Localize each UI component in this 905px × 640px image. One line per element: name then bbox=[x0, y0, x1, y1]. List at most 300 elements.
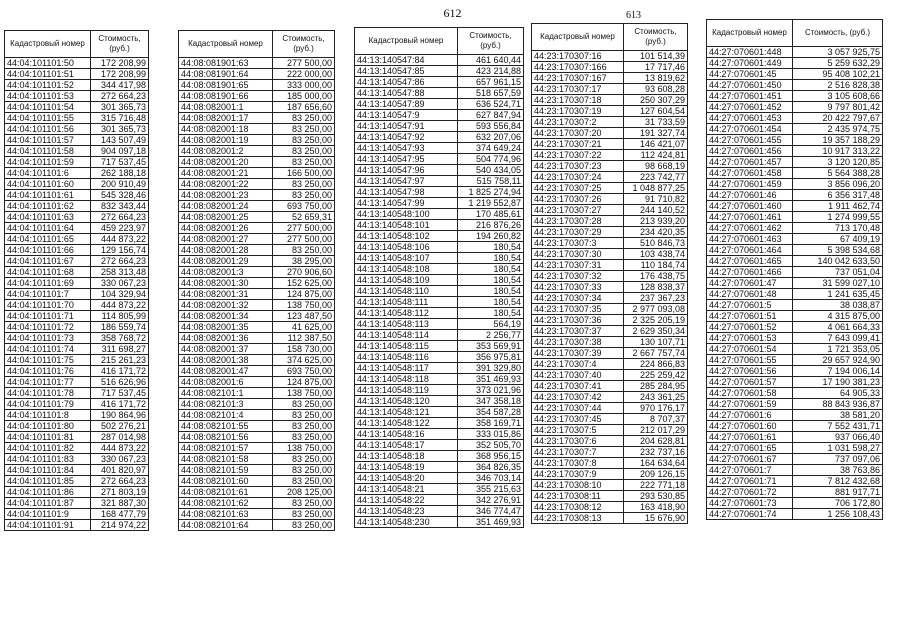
cost-cell: 717 537,45 bbox=[91, 157, 149, 168]
cost-cell: 832 343,44 bbox=[91, 201, 149, 212]
cadastral-number-cell: 44:04:101101:59 bbox=[5, 157, 91, 168]
table-row bbox=[532, 282, 688, 293]
table-row bbox=[179, 333, 335, 344]
table-row bbox=[355, 88, 524, 99]
cadastral-number-cell: 44:04:101101:51 bbox=[5, 69, 91, 80]
cost-cell: 224 866,83 bbox=[624, 359, 688, 370]
table-row bbox=[179, 223, 335, 234]
table-row bbox=[355, 440, 524, 451]
cadastral-number-cell: 44:04:101101:70 bbox=[5, 300, 91, 311]
cost-cell: 693 750,00 bbox=[273, 201, 335, 212]
table-row bbox=[179, 58, 335, 69]
table-row bbox=[532, 326, 688, 337]
cost-cell: 95 408 102,21 bbox=[793, 69, 883, 80]
cost-cell: 717 537,45 bbox=[91, 388, 149, 399]
cadastral-number-cell: 44:08:082101:63 bbox=[179, 509, 273, 520]
cadastral-number-cell: 44:13:140548:107 bbox=[355, 253, 458, 264]
table-row bbox=[355, 429, 524, 440]
cadastral-number-cell: 44:04:101101:67 bbox=[5, 256, 91, 267]
table-row bbox=[179, 201, 335, 212]
table-row bbox=[707, 58, 883, 69]
cadastral-number-cell: 44:13:140548:112 bbox=[355, 308, 458, 319]
cadastral-number-cell: 44:27:070601:460 bbox=[707, 201, 793, 212]
cadastral-number-cell: 44:04:101101:61 bbox=[5, 190, 91, 201]
table-row bbox=[532, 84, 688, 95]
cost-cell: 124 875,00 bbox=[273, 377, 335, 388]
cadastral-number-cell: 44:13:140548:120 bbox=[355, 396, 458, 407]
cost-cell: 5 564 388,28 bbox=[793, 168, 883, 179]
table-row bbox=[5, 69, 149, 80]
cost-cell: 510 846,73 bbox=[624, 238, 688, 249]
table-row bbox=[532, 271, 688, 282]
table-row bbox=[532, 491, 688, 502]
table-row bbox=[532, 51, 688, 62]
table-row bbox=[355, 506, 524, 517]
table-row bbox=[355, 99, 524, 110]
cadastral-number-cell: 44:27:070601:53 bbox=[707, 333, 793, 344]
table-row bbox=[532, 73, 688, 84]
table-row bbox=[532, 348, 688, 359]
cadastral-table-2 bbox=[178, 30, 335, 531]
cost-cell: 29 657 924,90 bbox=[793, 355, 883, 366]
table-row bbox=[532, 139, 688, 150]
cadastral-table-1 bbox=[4, 30, 149, 531]
table-row bbox=[707, 102, 883, 113]
table-row bbox=[179, 421, 335, 432]
cost-cell: 170 485,61 bbox=[458, 209, 524, 220]
cadastral-number-cell: 44:04:101101:69 bbox=[5, 278, 91, 289]
cadastral-number-cell: 44:08:082001:35 bbox=[179, 322, 273, 333]
header-cadastral-number: Кадастровый номер bbox=[532, 24, 624, 51]
cost-cell: 2 667 757,74 bbox=[624, 348, 688, 359]
table-row bbox=[5, 509, 149, 520]
table-row bbox=[5, 80, 149, 91]
cost-cell: 234 420,35 bbox=[624, 227, 688, 238]
cost-cell: 83 250,00 bbox=[273, 113, 335, 124]
cost-cell: 83 250,00 bbox=[273, 124, 335, 135]
cadastral-number-cell: 44:04:101101:84 bbox=[5, 465, 91, 476]
cost-cell: 129 156,74 bbox=[91, 245, 149, 256]
table-row bbox=[532, 447, 688, 458]
cadastral-number-cell: 44:23:170307:36 bbox=[532, 315, 624, 326]
cadastral-number-cell: 44:04:101101:7 bbox=[5, 289, 91, 300]
cadastral-number-cell: 44:13:140547:92 bbox=[355, 132, 458, 143]
table-row bbox=[5, 135, 149, 146]
cost-cell: 315 716,48 bbox=[91, 113, 149, 124]
cadastral-number-cell: 44:08:082101:1 bbox=[179, 388, 273, 399]
table-row bbox=[707, 91, 883, 102]
cost-cell: 98 668,19 bbox=[624, 161, 688, 172]
cost-cell: 31 733,59 bbox=[624, 117, 688, 128]
cost-cell: 459 223,97 bbox=[91, 223, 149, 234]
cost-cell: 7 643 099,41 bbox=[793, 333, 883, 344]
cadastral-number-cell: 44:27:070601:466 bbox=[707, 267, 793, 278]
table-row bbox=[355, 77, 524, 88]
cost-cell: 272 664,23 bbox=[91, 256, 149, 267]
table-row bbox=[5, 124, 149, 135]
table-row bbox=[5, 245, 149, 256]
cost-cell: 124 875,00 bbox=[273, 289, 335, 300]
cadastral-number-cell: 44:13:140548:119 bbox=[355, 385, 458, 396]
table-row bbox=[707, 69, 883, 80]
cost-cell: 636 524,71 bbox=[458, 99, 524, 110]
cost-cell: 706 172,80 bbox=[793, 498, 883, 509]
cadastral-number-cell: 44:13:140548:111 bbox=[355, 297, 458, 308]
cost-cell: 176 438,75 bbox=[624, 271, 688, 282]
table-row bbox=[179, 102, 335, 113]
cadastral-number-cell: 44:23:170308:11 bbox=[532, 491, 624, 502]
cost-cell: 1 219 552,87 bbox=[458, 198, 524, 209]
cost-cell: 272 664,23 bbox=[91, 212, 149, 223]
cadastral-number-cell: 44:23:170308:10 bbox=[532, 480, 624, 491]
cadastral-number-cell: 44:04:101101:75 bbox=[5, 355, 91, 366]
cadastral-number-cell: 44:23:170307:28 bbox=[532, 216, 624, 227]
cadastral-number-cell: 44:23:170307:166 bbox=[532, 62, 624, 73]
table-row bbox=[355, 220, 524, 231]
cadastral-number-cell: 44:08:082001:2 bbox=[179, 146, 273, 157]
cadastral-number-cell: 44:23:170307:41 bbox=[532, 381, 624, 392]
cadastral-number-cell: 44:27:070601:46 bbox=[707, 190, 793, 201]
table-row bbox=[707, 388, 883, 399]
table-row bbox=[707, 179, 883, 190]
cadastral-number-cell: 44:27:070601:451 bbox=[707, 91, 793, 102]
table-row bbox=[355, 231, 524, 242]
cost-cell: 223 742,77 bbox=[624, 172, 688, 183]
cadastral-number-cell: 44:08:082001:38 bbox=[179, 355, 273, 366]
table-row bbox=[355, 462, 524, 473]
cadastral-number-cell: 44:27:070601:54 bbox=[707, 344, 793, 355]
table-row bbox=[707, 300, 883, 311]
table-row bbox=[5, 520, 149, 531]
cost-cell: 3 057 925,75 bbox=[793, 47, 883, 58]
cadastral-number-cell: 44:27:070601:458 bbox=[707, 168, 793, 179]
cadastral-number-cell: 44:27:070601:457 bbox=[707, 157, 793, 168]
table-row bbox=[179, 476, 335, 487]
cadastral-number-cell: 44:23:170307:27 bbox=[532, 205, 624, 216]
cadastral-number-cell: 44:08:082001:31 bbox=[179, 289, 273, 300]
table-row bbox=[179, 212, 335, 223]
header-cadastral-number: Кадастровый номер bbox=[5, 31, 91, 58]
cadastral-number-cell: 44:04:101101:86 bbox=[5, 487, 91, 498]
cadastral-number-cell: 44:13:140548:108 bbox=[355, 264, 458, 275]
cadastral-number-cell: 44:04:101101:83 bbox=[5, 454, 91, 465]
table-row bbox=[179, 234, 335, 245]
cost-cell: 416 171,72 bbox=[91, 366, 149, 377]
cost-cell: 83 250,00 bbox=[273, 509, 335, 520]
cadastral-number-cell: 44:23:170307:7 bbox=[532, 447, 624, 458]
cost-cell: 172 208,99 bbox=[91, 58, 149, 69]
header-cadastral-number: Кадастровый номер bbox=[355, 28, 458, 55]
cost-cell: 1 825 274,94 bbox=[458, 187, 524, 198]
cadastral-number-cell: 44:13:140548:114 bbox=[355, 330, 458, 341]
cadastral-number-cell: 44:23:170307:22 bbox=[532, 150, 624, 161]
cost-cell: 83 250,00 bbox=[273, 190, 335, 201]
table-row bbox=[532, 513, 688, 524]
cadastral-number-cell: 44:13:140548:113 bbox=[355, 319, 458, 330]
cadastral-number-cell: 44:23:170307:31 bbox=[532, 260, 624, 271]
table-row bbox=[532, 458, 688, 469]
cost-cell: 152 625,00 bbox=[273, 278, 335, 289]
cost-cell: 502 276,21 bbox=[91, 421, 149, 432]
cost-cell: 143 507,49 bbox=[91, 135, 149, 146]
cadastral-number-cell: 44:23:170307:35 bbox=[532, 304, 624, 315]
cadastral-number-cell: 44:23:170308:13 bbox=[532, 513, 624, 524]
cadastral-number-cell: 44:13:140548:122 bbox=[355, 418, 458, 429]
cost-cell: 364 826,35 bbox=[458, 462, 524, 473]
cost-cell: 208 125,00 bbox=[273, 487, 335, 498]
cost-cell: 293 530,85 bbox=[624, 491, 688, 502]
cost-cell: 180,54 bbox=[458, 264, 524, 275]
table-row bbox=[179, 190, 335, 201]
table-row bbox=[355, 286, 524, 297]
cadastral-number-cell: 44:13:140548:19 bbox=[355, 462, 458, 473]
cost-cell: 374 625,00 bbox=[273, 355, 335, 366]
cadastral-number-cell: 44:23:170308:12 bbox=[532, 502, 624, 513]
cost-cell: 8 707,37 bbox=[624, 414, 688, 425]
table-row bbox=[179, 487, 335, 498]
cadastral-number-cell: 44:13:140547:98 bbox=[355, 187, 458, 198]
cost-cell: 358 169,71 bbox=[458, 418, 524, 429]
table-row bbox=[179, 179, 335, 190]
table-row bbox=[5, 476, 149, 487]
cost-cell: 163 418,90 bbox=[624, 502, 688, 513]
cost-cell: 146 421,07 bbox=[624, 139, 688, 150]
cadastral-number-cell: 44:27:070601:450 bbox=[707, 80, 793, 91]
table-row bbox=[5, 311, 149, 322]
table-row bbox=[179, 432, 335, 443]
cost-cell: 83 250,00 bbox=[273, 410, 335, 421]
cadastral-number-cell: 44:27:070601:57 bbox=[707, 377, 793, 388]
cadastral-number-cell: 44:23:170307:19 bbox=[532, 106, 624, 117]
cost-cell: 83 250,00 bbox=[273, 421, 335, 432]
cost-cell: 258 313,48 bbox=[91, 267, 149, 278]
table-row bbox=[355, 187, 524, 198]
table-row bbox=[5, 388, 149, 399]
cost-cell: 540 434,05 bbox=[458, 165, 524, 176]
cost-cell: 311 698,27 bbox=[91, 344, 149, 355]
table-row bbox=[179, 509, 335, 520]
cost-cell: 158 730,00 bbox=[273, 344, 335, 355]
cost-cell: 180,54 bbox=[458, 253, 524, 264]
cost-cell: 83 250,00 bbox=[273, 245, 335, 256]
cost-cell: 461 640,44 bbox=[458, 55, 524, 66]
cadastral-number-cell: 44:27:070601:455 bbox=[707, 135, 793, 146]
header-cost: Стоимость, (руб.) bbox=[273, 31, 335, 58]
cadastral-number-cell: 44:27:070601:461 bbox=[707, 212, 793, 223]
cadastral-number-cell: 44:13:140547:9 bbox=[355, 110, 458, 121]
table-row bbox=[707, 80, 883, 91]
table-row bbox=[179, 388, 335, 399]
table-row bbox=[5, 102, 149, 113]
cost-cell: 737 051,04 bbox=[793, 267, 883, 278]
cadastral-number-cell: 44:27:070601:453 bbox=[707, 113, 793, 124]
cadastral-number-cell: 44:27:070601:51 bbox=[707, 311, 793, 322]
cost-cell: 2 256,77 bbox=[458, 330, 524, 341]
cost-cell: 191 327,74 bbox=[624, 128, 688, 139]
cost-cell: 3 120 120,85 bbox=[793, 157, 883, 168]
table-row bbox=[179, 146, 335, 157]
cost-cell: 83 250,00 bbox=[273, 432, 335, 443]
cost-cell: 67 409,19 bbox=[793, 234, 883, 245]
cadastral-number-cell: 44:04:101101:6 bbox=[5, 168, 91, 179]
table-row bbox=[707, 146, 883, 157]
cost-cell: 391 329,80 bbox=[458, 363, 524, 374]
table-row bbox=[532, 502, 688, 513]
cost-cell: 93 608,28 bbox=[624, 84, 688, 95]
table-row bbox=[707, 322, 883, 333]
cost-cell: 64 905,33 bbox=[793, 388, 883, 399]
cost-cell: 83 250,00 bbox=[273, 399, 335, 410]
cadastral-number-cell: 44:04:101101:71 bbox=[5, 311, 91, 322]
cost-cell: 164 634,64 bbox=[624, 458, 688, 469]
cadastral-number-cell: 44:08:082101:59 bbox=[179, 465, 273, 476]
cost-cell: 38 295,00 bbox=[273, 256, 335, 267]
cost-cell: 168 477,79 bbox=[91, 509, 149, 520]
table-row bbox=[355, 374, 524, 385]
cost-cell: 180,54 bbox=[458, 275, 524, 286]
cost-cell: 333 015,86 bbox=[458, 429, 524, 440]
table-row bbox=[5, 487, 149, 498]
header-cost: Стоимость, (руб.) bbox=[458, 28, 524, 55]
cadastral-number-cell: 44:27:070601:47 bbox=[707, 278, 793, 289]
header-cost: Стоимость, (руб.) bbox=[91, 31, 149, 58]
cadastral-number-cell: 44:27:070601:5 bbox=[707, 300, 793, 311]
table-row bbox=[707, 113, 883, 124]
cadastral-number-cell: 44:08:082001:32 bbox=[179, 300, 273, 311]
cadastral-number-cell: 44:27:070601:459 bbox=[707, 179, 793, 190]
cost-cell: 285 284,95 bbox=[624, 381, 688, 392]
cost-cell: 693 750,00 bbox=[273, 366, 335, 377]
cadastral-number-cell: 44:04:101101:55 bbox=[5, 113, 91, 124]
cost-cell: 17 190 381,23 bbox=[793, 377, 883, 388]
cadastral-number-cell: 44:04:101101:54 bbox=[5, 102, 91, 113]
cost-cell: 103 438,74 bbox=[624, 249, 688, 260]
cadastral-number-cell: 44:23:170307:23 bbox=[532, 161, 624, 172]
cost-cell: 31 599 027,10 bbox=[793, 278, 883, 289]
cost-cell: 504 774,96 bbox=[458, 154, 524, 165]
cadastral-number-cell: 44:23:170307:21 bbox=[532, 139, 624, 150]
cadastral-number-cell: 44:08:082001:36 bbox=[179, 333, 273, 344]
cost-cell: 244 140,52 bbox=[624, 205, 688, 216]
cadastral-number-cell: 44:04:101101:9 bbox=[5, 509, 91, 520]
cadastral-number-cell: 44:13:140548:117 bbox=[355, 363, 458, 374]
table-row bbox=[532, 304, 688, 315]
cost-cell: 368 956,15 bbox=[458, 451, 524, 462]
cadastral-number-cell: 44:08:082001:20 bbox=[179, 157, 273, 168]
table-row bbox=[532, 337, 688, 348]
table-row bbox=[5, 234, 149, 245]
cadastral-number-cell: 44:23:170307:24 bbox=[532, 172, 624, 183]
table-row bbox=[5, 454, 149, 465]
table-row bbox=[355, 407, 524, 418]
cost-cell: 83 250,00 bbox=[273, 157, 335, 168]
cadastral-number-cell: 44:04:101101:76 bbox=[5, 366, 91, 377]
table-row bbox=[179, 80, 335, 91]
cost-cell: 356 975,81 bbox=[458, 352, 524, 363]
cadastral-number-cell: 44:13:140548:109 bbox=[355, 275, 458, 286]
cadastral-number-cell: 44:08:082001:26 bbox=[179, 223, 273, 234]
table-header-row bbox=[179, 31, 335, 58]
cost-cell: 374 649,24 bbox=[458, 143, 524, 154]
cadastral-number-cell: 44:04:101101:68 bbox=[5, 267, 91, 278]
cost-cell: 657 961,15 bbox=[458, 77, 524, 88]
cadastral-number-cell: 44:13:140547:99 bbox=[355, 198, 458, 209]
cost-cell: 38 581,20 bbox=[793, 410, 883, 421]
table-row bbox=[355, 330, 524, 341]
cost-cell: 7 552 431,71 bbox=[793, 421, 883, 432]
table-row bbox=[5, 267, 149, 278]
cost-cell: 83 250,00 bbox=[273, 465, 335, 476]
cadastral-number-cell: 44:27:070601:74 bbox=[707, 509, 793, 520]
cadastral-number-cell: 44:08:082001:1 bbox=[179, 102, 273, 113]
table-row bbox=[355, 517, 524, 528]
table-row bbox=[355, 341, 524, 352]
cadastral-number-cell: 44:08:082001:17 bbox=[179, 113, 273, 124]
cadastral-number-cell: 44:13:140548:18 bbox=[355, 451, 458, 462]
table-row bbox=[5, 201, 149, 212]
table-row bbox=[179, 454, 335, 465]
cost-cell: 271 803,19 bbox=[91, 487, 149, 498]
cadastral-number-cell: 44:23:170307:16 bbox=[532, 51, 624, 62]
cost-cell: 355 215,63 bbox=[458, 484, 524, 495]
cadastral-number-cell: 44:08:082101:56 bbox=[179, 432, 273, 443]
cadastral-number-cell: 44:13:140548:20 bbox=[355, 473, 458, 484]
table-row bbox=[355, 253, 524, 264]
cost-cell: 444 873,22 bbox=[91, 300, 149, 311]
cost-cell: 83 250,00 bbox=[273, 146, 335, 157]
table-row bbox=[179, 289, 335, 300]
cost-cell: 353 569,91 bbox=[458, 341, 524, 352]
cadastral-number-cell: 44:08:082101:60 bbox=[179, 476, 273, 487]
cadastral-number-cell: 44:27:070601:73 bbox=[707, 498, 793, 509]
header-cadastral-number: Кадастровый номер bbox=[179, 31, 273, 58]
cost-cell: 344 417,98 bbox=[91, 80, 149, 91]
cadastral-number-cell: 44:23:170307:45 bbox=[532, 414, 624, 425]
cost-cell: 41 625,00 bbox=[273, 322, 335, 333]
cadastral-number-cell: 44:04:101101:77 bbox=[5, 377, 91, 388]
table-row bbox=[532, 469, 688, 480]
cost-cell: 190 864,96 bbox=[91, 410, 149, 421]
table-row bbox=[5, 256, 149, 267]
table-row bbox=[532, 62, 688, 73]
table-row bbox=[707, 487, 883, 498]
cadastral-number-cell: 44:08:082101:4 bbox=[179, 410, 273, 421]
cost-cell: 346 774,47 bbox=[458, 506, 524, 517]
cadastral-number-cell: 44:08:082001:27 bbox=[179, 234, 273, 245]
table-row bbox=[707, 223, 883, 234]
table-row bbox=[707, 366, 883, 377]
table-row bbox=[5, 366, 149, 377]
cost-cell: 185 000,00 bbox=[273, 91, 335, 102]
cadastral-number-cell: 44:08:082101:62 bbox=[179, 498, 273, 509]
cost-cell: 225 259,42 bbox=[624, 370, 688, 381]
cadastral-number-cell: 44:08:082001:19 bbox=[179, 135, 273, 146]
cadastral-number-cell: 44:23:170307:39 bbox=[532, 348, 624, 359]
cost-cell: 17 717,46 bbox=[624, 62, 688, 73]
cadastral-number-cell: 44:13:140547:86 bbox=[355, 77, 458, 88]
header-cost: Стоимость, (руб.) bbox=[624, 24, 688, 51]
table-row bbox=[5, 168, 149, 179]
cadastral-number-cell: 44:08:082001:21 bbox=[179, 168, 273, 179]
cost-cell: 166 500,00 bbox=[273, 168, 335, 179]
cadastral-number-cell: 44:04:101101:50 bbox=[5, 58, 91, 69]
table-row bbox=[179, 245, 335, 256]
cost-cell: 416 171,72 bbox=[91, 399, 149, 410]
cadastral-number-cell: 44:08:082001:28 bbox=[179, 245, 273, 256]
cost-cell: 1 031 598,27 bbox=[793, 443, 883, 454]
cost-cell: 351 469,93 bbox=[458, 517, 524, 528]
cost-cell: 83 250,00 bbox=[273, 179, 335, 190]
